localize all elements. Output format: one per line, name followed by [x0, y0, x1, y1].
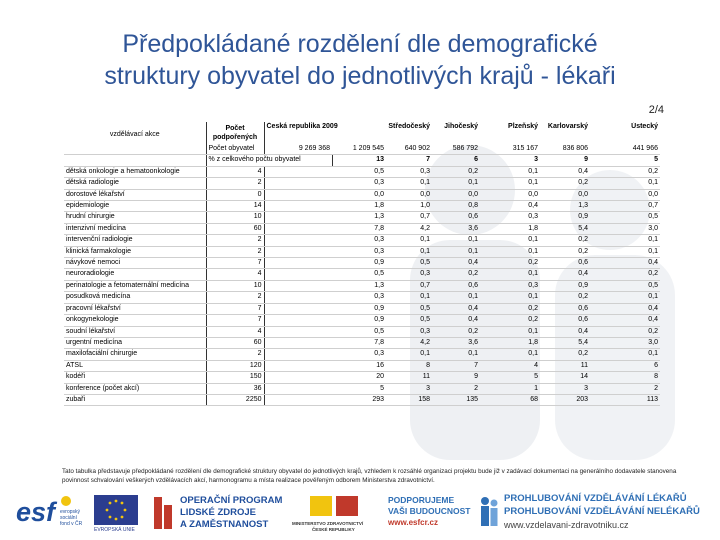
row-value: 2	[590, 383, 660, 394]
column-header: Česká republika 2009	[266, 123, 338, 130]
row-value: 5	[480, 372, 540, 383]
row-value: 11	[386, 372, 432, 383]
percent-value: 5	[590, 155, 660, 166]
row-label: soudní lékařství	[64, 326, 206, 337]
row-value: 0,2	[540, 246, 590, 257]
row-count: 7	[206, 315, 264, 326]
percent-value: 9	[540, 155, 590, 166]
row-value: 1,3	[332, 280, 386, 291]
esf-sub-3: fond v ČR	[60, 521, 83, 527]
footnote-text: Tato tabulka představuje předpokládané rozdělení dle demografické struktury obyvatel do jednotlivých krajů, vzhledem k rozsáhlé organizaci projektu bude již v zadávací dokumentaci na generálního dodavatele stanovena povinnost schvalování veškerých vzdělávacích akcí, harmonogramu a místa realizace pověřeným odborem Ministerstva zdravotnictví.	[62, 468, 677, 484]
distribution-table	[64, 122, 660, 414]
empty-cell	[264, 394, 332, 405]
percent-value: 3	[480, 155, 540, 166]
title-line-2: struktury obyvatel do jednotlivých krajů - lékaři	[104, 62, 616, 90]
row-label: perinatologie a fetomaternální medicína	[64, 280, 206, 291]
row-value: 0,2	[432, 326, 480, 337]
percent-value: 6	[432, 155, 480, 166]
row-value: 0,3	[332, 178, 386, 189]
empty-cell	[264, 349, 332, 360]
column-header: Středočeský	[388, 123, 430, 130]
row-value: 0,3	[480, 280, 540, 291]
row-value: 0,7	[386, 280, 432, 291]
row-value: 0,1	[480, 269, 540, 280]
row-value: 0,7	[386, 212, 432, 223]
row-value: 0,0	[540, 189, 590, 200]
row-value: 0,0	[480, 189, 540, 200]
row-value: 1,8	[332, 201, 386, 212]
row-value: 7,8	[332, 223, 386, 234]
eu-flag-icon	[94, 495, 138, 525]
population-value: 836 806	[540, 144, 590, 155]
row-value: 11	[540, 360, 590, 371]
row-value: 0,9	[540, 212, 590, 223]
row-label: klinická farmakologie	[64, 246, 206, 257]
row-label: návykové nemoci	[64, 258, 206, 269]
slide-title	[20, 28, 700, 92]
empty-cell	[264, 383, 332, 394]
row-value: 293	[332, 394, 386, 405]
row-value: 0,3	[332, 292, 386, 303]
row-label: dorostové lékařství	[64, 189, 206, 200]
row-count: 10	[206, 280, 264, 291]
row-value: 0,1	[480, 166, 540, 177]
row-value: 0,3	[332, 246, 386, 257]
empty-cell	[264, 201, 332, 212]
row-value: 3,0	[590, 223, 660, 234]
empty-cell	[264, 269, 332, 280]
row-label: neuroradiologie	[64, 269, 206, 280]
row-value: 0,2	[540, 292, 590, 303]
page-number: 2/4	[648, 104, 664, 116]
population-value: 9 269 368	[264, 144, 332, 155]
table-row	[64, 326, 660, 337]
row-label: posudková medicína	[64, 292, 206, 303]
row-value: 0,1	[432, 292, 480, 303]
row-value: 4,2	[386, 337, 432, 348]
pvb-line-1: PODPORUJEME	[388, 495, 455, 505]
row-count: 120	[206, 360, 264, 371]
table-row	[64, 303, 660, 314]
column-header: Karlovarský	[547, 123, 588, 130]
row-count: 2250	[206, 394, 264, 405]
row-value: 0,0	[590, 189, 660, 200]
row-value: 0,4	[432, 258, 480, 269]
empty-cell	[264, 303, 332, 314]
table-row	[64, 166, 660, 177]
row-value: 0,1	[480, 178, 540, 189]
esfcr-logo	[384, 493, 472, 537]
empty-cell	[64, 155, 206, 166]
row-count: 2	[206, 235, 264, 246]
column-header: Ústecký	[631, 123, 658, 130]
project-logo	[478, 491, 714, 537]
header-count-text: Počet podpořených	[212, 125, 258, 141]
project-line-2: PROHLUBOVÁNÍ VZDĚLÁVÁNÍ NELÉKAŘŮ	[504, 506, 700, 517]
row-value: 0,4	[540, 326, 590, 337]
row-value: 8	[590, 372, 660, 383]
empty-cell	[64, 144, 206, 155]
ministry-emblem-icon	[310, 493, 360, 519]
row-value: 0,2	[480, 258, 540, 269]
row-count: 60	[206, 223, 264, 234]
row-count: 60	[206, 337, 264, 348]
row-value: 0,6	[432, 280, 480, 291]
row-count: 4	[206, 326, 264, 337]
row-value: 0,4	[590, 258, 660, 269]
row-value: 1	[480, 383, 540, 394]
op-line-3: A ZAMĚSTNANOST	[180, 519, 269, 530]
ministry-logo	[292, 493, 380, 537]
row-value: 0,1	[590, 349, 660, 360]
row-value: 0,4	[480, 201, 540, 212]
row-value: 113	[590, 394, 660, 405]
table-row	[64, 246, 660, 257]
row-value: 0,1	[480, 349, 540, 360]
row-value: 2	[432, 383, 480, 394]
row-count: 0	[206, 189, 264, 200]
table-row	[64, 315, 660, 326]
ministry-line-1: MINISTERSTVO ZDRAVOTNICTVÍ	[292, 521, 364, 526]
row-value: 0,8	[432, 201, 480, 212]
row-label: ATSL	[64, 360, 206, 371]
empty-cell	[264, 178, 332, 189]
row-value: 0,4	[590, 303, 660, 314]
row-value: 0,1	[480, 246, 540, 257]
row-label: maxilofaciální chirurgie	[64, 349, 206, 360]
population-value: 315 167	[480, 144, 540, 155]
table-row	[64, 178, 660, 189]
table-row	[64, 212, 660, 223]
row-label: epidemiologie	[64, 201, 206, 212]
table-row	[64, 269, 660, 280]
esf-text: esf	[16, 497, 56, 527]
row-value: 0,9	[540, 280, 590, 291]
row-value: 3,6	[432, 223, 480, 234]
row-value: 0,4	[432, 303, 480, 314]
row-value: 0,5	[332, 269, 386, 280]
row-value: 5,4	[540, 337, 590, 348]
row-count: 36	[206, 383, 264, 394]
row-value: 0,1	[480, 326, 540, 337]
row-value: 0,1	[590, 292, 660, 303]
row-value: 0,1	[432, 235, 480, 246]
row-value: 0,1	[432, 246, 480, 257]
table-row	[64, 223, 660, 234]
row-value: 1,8	[480, 337, 540, 348]
row-value: 5,4	[540, 223, 590, 234]
row-value: 0,2	[590, 166, 660, 177]
row-value: 0,3	[386, 326, 432, 337]
empty-cell	[264, 372, 332, 383]
row-value: 135	[432, 394, 480, 405]
row-value: 0,2	[540, 235, 590, 246]
empty-cell	[264, 326, 332, 337]
row-value: 0,2	[540, 178, 590, 189]
empty-cell	[264, 258, 332, 269]
table-row	[64, 201, 660, 212]
row-value: 0,1	[432, 178, 480, 189]
population-value: 441 966	[590, 144, 660, 155]
row-label: intervenční radiologie	[64, 235, 206, 246]
table-row	[64, 235, 660, 246]
row-value: 0,1	[590, 246, 660, 257]
population-value: 1 209 545	[332, 144, 386, 155]
row-count: 4	[206, 166, 264, 177]
row-value: 0,1	[386, 235, 432, 246]
row-value: 0,6	[432, 212, 480, 223]
percent-value: 13	[332, 155, 386, 166]
table-row	[64, 337, 660, 348]
row-label: urgentní medicína	[64, 337, 206, 348]
row-label: kodéři	[64, 372, 206, 383]
empty-cell	[264, 292, 332, 303]
row-value: 0,0	[432, 189, 480, 200]
row-value: 0,1	[386, 178, 432, 189]
row-value: 203	[540, 394, 590, 405]
row-label: konference (počet akcí)	[64, 383, 206, 394]
row-count: 14	[206, 201, 264, 212]
row-count: 4	[206, 269, 264, 280]
empty-cell	[264, 280, 332, 291]
table-row	[64, 189, 660, 200]
row-value: 0,5	[332, 166, 386, 177]
eu-label: EVROPSKÁ UNIE	[94, 527, 135, 533]
percent-row	[64, 155, 660, 166]
row-label: intenzivní medicína	[64, 223, 206, 234]
empty-cell	[264, 337, 332, 348]
row-value: 0,2	[590, 269, 660, 280]
empty-cell	[264, 212, 332, 223]
esf-logo	[14, 493, 84, 537]
row-value: 7,8	[332, 337, 386, 348]
row-value: 0,6	[540, 258, 590, 269]
row-value: 0,2	[432, 166, 480, 177]
row-value: 0,3	[332, 235, 386, 246]
op-line-1: OPERAČNÍ PROGRAM	[180, 495, 283, 506]
row-value: 158	[386, 394, 432, 405]
row-value: 0,1	[386, 349, 432, 360]
row-value: 0,3	[480, 212, 540, 223]
row-value: 0,5	[590, 212, 660, 223]
row-value: 0,3	[386, 166, 432, 177]
row-label: zubaři	[64, 394, 206, 405]
row-value: 0,5	[590, 280, 660, 291]
ministry-line-2: ČESKÉ REPUBLIKY	[312, 527, 355, 532]
row-value: 0,2	[590, 326, 660, 337]
row-label: onkogynekologie	[64, 315, 206, 326]
table-row	[64, 360, 660, 371]
row-count: 2	[206, 246, 264, 257]
table-row	[64, 372, 660, 383]
row-value: 0,2	[480, 303, 540, 314]
row-value: 0,4	[432, 315, 480, 326]
row-value: 0,2	[480, 315, 540, 326]
eu-logo	[94, 495, 144, 537]
row-value: 4,2	[386, 223, 432, 234]
row-value: 0,1	[590, 178, 660, 189]
row-value: 3,6	[432, 337, 480, 348]
row-value: 3,0	[590, 337, 660, 348]
row-label: hrudní chirurgie	[64, 212, 206, 223]
project-people-icon	[478, 495, 500, 529]
row-value: 0,7	[590, 201, 660, 212]
table-row	[64, 394, 660, 405]
empty-cell	[264, 315, 332, 326]
op-lzz-logo	[152, 493, 292, 537]
column-header: Jihočeský	[444, 123, 478, 130]
header-label: vzdělávací akce	[64, 122, 206, 144]
table-row	[64, 258, 660, 269]
row-count: 2	[206, 349, 264, 360]
row-value: 0,5	[386, 303, 432, 314]
row-value: 0,5	[386, 258, 432, 269]
row-value: 68	[480, 394, 540, 405]
row-count: 150	[206, 372, 264, 383]
row-count: 7	[206, 303, 264, 314]
row-value: 20	[332, 372, 386, 383]
percent-value: 7	[386, 155, 432, 166]
row-value: 0,1	[432, 349, 480, 360]
empty-cell	[264, 246, 332, 257]
row-value: 5	[332, 383, 386, 394]
column-header: Plzeňský	[508, 123, 538, 130]
pvb-url: www.esfcr.cz	[388, 518, 438, 527]
row-value: 6	[590, 360, 660, 371]
row-value: 0,1	[386, 246, 432, 257]
row-value: 1,3	[332, 212, 386, 223]
row-value: 0,6	[540, 303, 590, 314]
row-label: dětská radiologie	[64, 178, 206, 189]
row-value: 0,3	[332, 349, 386, 360]
row-value: 0,0	[332, 189, 386, 200]
esf-star-icon	[60, 495, 72, 507]
row-value: 0,5	[332, 326, 386, 337]
project-url: www.vzdelavani-zdravotniku.cz	[504, 520, 629, 530]
row-value: 0,6	[540, 315, 590, 326]
row-value: 8	[386, 360, 432, 371]
table-row	[64, 349, 660, 360]
row-value: 0,1	[590, 235, 660, 246]
row-value: 0,1	[480, 292, 540, 303]
table-row	[64, 292, 660, 303]
population-value: 640 902	[386, 144, 432, 155]
row-value: 0,1	[480, 235, 540, 246]
row-value: 1,8	[480, 223, 540, 234]
empty-cell	[264, 166, 332, 177]
row-value: 0,2	[432, 269, 480, 280]
row-value: 0,9	[332, 303, 386, 314]
row-value: 0,4	[540, 166, 590, 177]
row-count: 7	[206, 258, 264, 269]
empty-cell	[264, 235, 332, 246]
row-value: 0,5	[386, 315, 432, 326]
row-count: 2	[206, 178, 264, 189]
row-value: 0,2	[540, 349, 590, 360]
op-lzz-icon	[152, 495, 174, 531]
row-count: 10	[206, 212, 264, 223]
row-value: 0,9	[332, 315, 386, 326]
op-line-2: LIDSKÉ ZDROJE	[180, 507, 257, 518]
row-value: 4	[480, 360, 540, 371]
empty-cell	[264, 223, 332, 234]
esf-sub-2: sociální	[60, 515, 77, 521]
row-value: 0,0	[386, 189, 432, 200]
row-label: dětská onkologie a hematoonkologie	[64, 166, 206, 177]
row-value: 0,4	[540, 269, 590, 280]
percent-label: % z celkového počtu obyvatel	[206, 155, 332, 166]
project-line-1: PROHLUBOVÁNÍ VZDĚLÁVÁNÍ LÉKAŘŮ	[504, 493, 687, 504]
pvb-line-2: VAŠI BUDOUCNOST	[388, 506, 471, 516]
row-value: 0,1	[386, 292, 432, 303]
row-value: 1,0	[386, 201, 432, 212]
population-row	[64, 144, 660, 155]
table-header-row	[64, 122, 660, 144]
esf-sub-1: evropský	[60, 509, 81, 515]
table-row	[64, 280, 660, 291]
title-line-1: Předpokládané rozdělení dle demografické	[122, 30, 598, 58]
row-value: 9	[432, 372, 480, 383]
footer-logos	[0, 487, 720, 540]
row-value: 0,3	[386, 269, 432, 280]
population-label: Počet obyvatel	[206, 144, 264, 155]
row-value: 7	[432, 360, 480, 371]
row-count: 2	[206, 292, 264, 303]
table-row	[64, 383, 660, 394]
row-value: 0,9	[332, 258, 386, 269]
row-value: 1,3	[540, 201, 590, 212]
population-value: 586 792	[432, 144, 480, 155]
empty-cell	[264, 360, 332, 371]
row-value: 0,4	[590, 315, 660, 326]
row-value: 14	[540, 372, 590, 383]
row-value: 3	[540, 383, 590, 394]
header-count	[206, 122, 264, 144]
empty-cell	[264, 189, 332, 200]
row-value: 3	[386, 383, 432, 394]
row-value: 16	[332, 360, 386, 371]
row-label: pracovní lékařství	[64, 303, 206, 314]
